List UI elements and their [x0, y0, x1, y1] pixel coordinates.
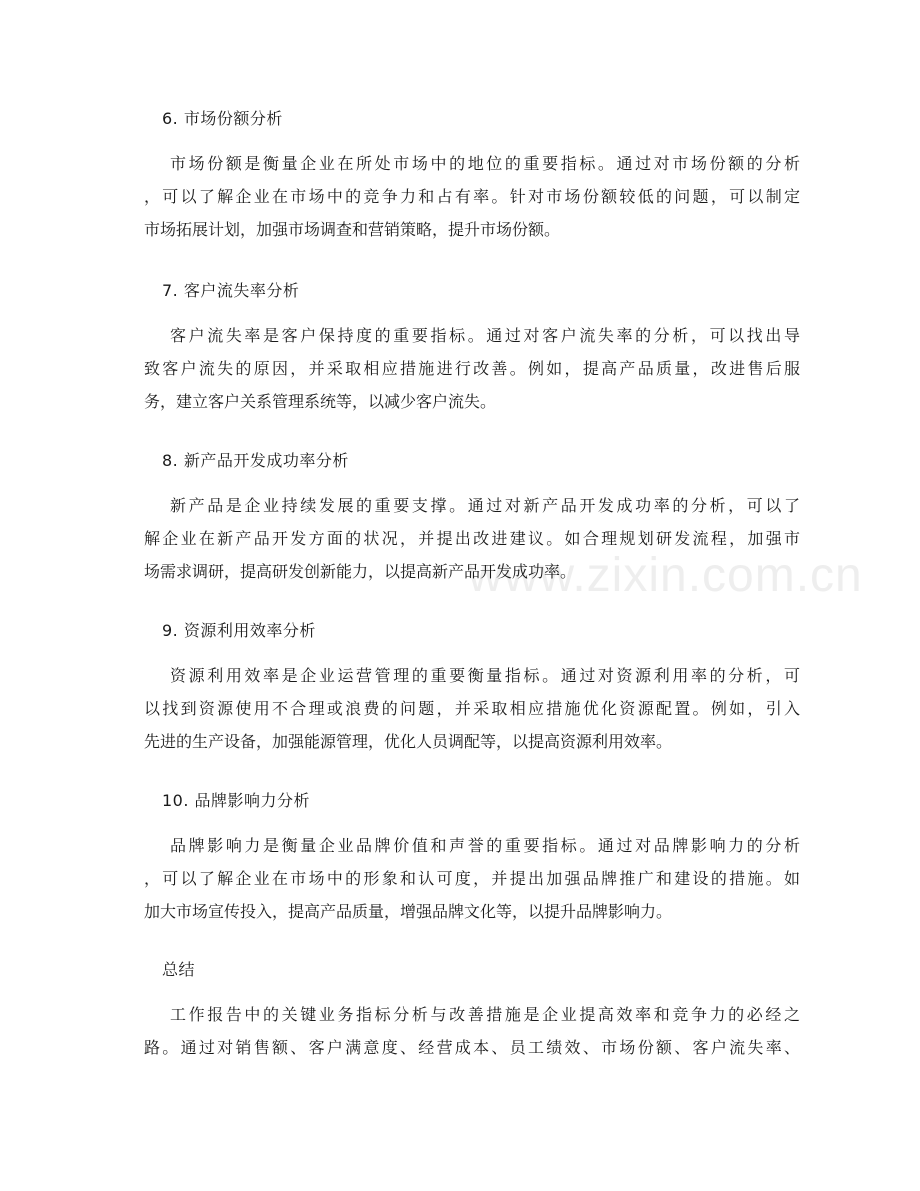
paragraph-line: 务，建立客户关系管理系统等，以减少客户流失。: [144, 392, 497, 411]
paragraph-line: 致客户流失的原因，并采取相应措施进行改善。例如，提高产品质量，改进售后服: [144, 359, 800, 378]
paragraph-line: ，可以了解企业在市场中的形象和认可度，并提出加强品牌推广和建设的措施。如: [144, 869, 800, 888]
section-7-heading: 7. 客户流失率分析: [162, 281, 300, 300]
section-9-heading: 9. 资源利用效率分析: [162, 621, 316, 640]
section-8-heading: 8. 新产品开发成功率分析: [162, 451, 349, 470]
paragraph-line: 市场拓展计划，加强市场调查和营销策略，提升市场份额。: [144, 220, 561, 239]
paragraph-line: 品牌影响力是衡量企业品牌价值和声誉的重要指标。通过对品牌影响力的分析: [170, 836, 800, 855]
paragraph-line: 先进的生产设备，加强能源管理，优化人员调配等，以提高资源利用效率。: [144, 732, 673, 751]
paragraph-line: 资源利用效率是企业运营管理的重要衡量指标。通过对资源利用率的分析，可: [170, 666, 800, 685]
section-10-heading: 10. 品牌影响力分析: [162, 791, 311, 810]
summary-paragraph: [144, 998, 800, 1064]
section-8-paragraph: [144, 489, 800, 588]
section-7-paragraph: [144, 319, 800, 418]
paragraph-line: 客户流失率是客户保持度的重要指标。通过对客户流失率的分析，可以找出导: [170, 326, 800, 345]
paragraph-line: 市场份额是衡量企业在所处市场中的地位的重要指标。通过对市场份额的分析: [170, 154, 800, 173]
section-6-heading: 6. 市场份额分析: [162, 109, 283, 128]
paragraph-line: 新产品是企业持续发展的重要支撑。通过对新产品开发成功率的分析，可以了: [170, 496, 800, 515]
summary-heading: 总结: [162, 960, 196, 979]
paragraph-line: 工作报告中的关键业务指标分析与改善措施是企业提高效率和竞争力的必经之: [170, 1005, 800, 1024]
section-9-paragraph: [144, 659, 800, 758]
paragraph-line: 场需求调研，提高研发创新能力，以提高新产品开发成功率。: [144, 562, 577, 581]
watermark-text: www.zixin.com.cn: [468, 549, 863, 602]
section-10-paragraph: [144, 829, 800, 928]
paragraph-line: ，可以了解企业在市场中的竞争力和占有率。针对市场份额较低的问题，可以制定: [144, 187, 800, 206]
paragraph-line: 加大市场宣传投入，提高产品质量，增强品牌文化等，以提升品牌影响力。: [144, 902, 673, 921]
paragraph-line: 路。通过对销售额、客户满意度、经营成本、员工绩效、市场份额、客户流失率、: [144, 1038, 800, 1057]
paragraph-line: 解企业在新产品开发方面的状况，并提出改进建议。如合理规划研发流程，加强市: [144, 529, 800, 548]
paragraph-line: 以找到资源使用不合理或浪费的问题，并采取相应措施优化资源配置。例如，引入: [144, 699, 800, 718]
section-6-paragraph: [144, 147, 800, 246]
